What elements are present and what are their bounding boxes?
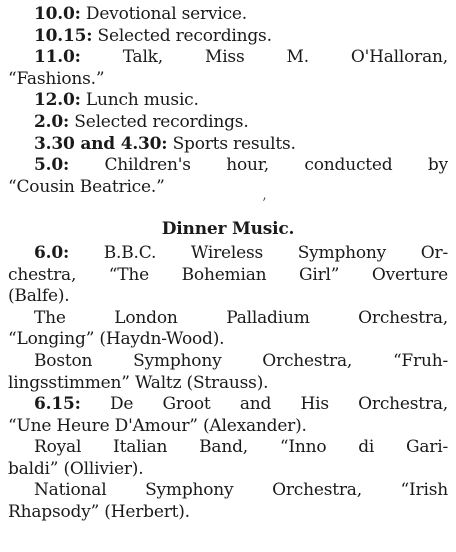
programme-line [8,155,448,177]
programme-text: Selected recordings. [69,111,249,132]
programme-line [8,134,448,156]
radio-programme-column [8,4,448,524]
programme-line [8,373,448,395]
programme-text: Selected recordings. [92,25,272,46]
programme-text: De Groot and His Orchestra, [80,394,448,415]
programme-text: The London Palladium Orchestra, [34,307,448,328]
programme-time: 10.15: [34,25,93,46]
programme-time: 11.0: [34,47,81,68]
programme-text: Children's hour, conducted by [69,155,448,176]
programme-line [8,394,448,416]
programme-line [8,329,448,351]
programme-text: National Symphony Orchestra, “Irish [34,480,448,501]
programme-line [8,177,448,199]
programme-line [8,4,448,26]
programme-text: lingsstimmen” Waltz (Strauss). [8,372,269,393]
programme-line [8,480,448,502]
programme-text: “Fashions.” [8,68,105,89]
programme-line [8,112,448,134]
programme-line [8,502,448,524]
programme-text: chestra, “The Bohemian Girl” Overture [8,264,448,285]
programme-text: Lunch music. [80,90,199,111]
programme-text: Sports results. [167,133,296,154]
programme-line [8,351,448,373]
programme-time: 5.0: [34,155,70,176]
programme-line [8,26,448,48]
programme-line [8,286,448,308]
programme-time: 3.30 and 4.30: [34,133,168,154]
programme-line [8,437,448,459]
programme-text: Devotional service. [80,4,247,24]
programme-text: Royal Italian Band, “Inno di Gari- [34,437,448,458]
programme-text: Rhapsody” (Herbert). [8,502,190,523]
programme-line [8,459,448,481]
programme-text: “Cousin Beatrice.” [8,176,165,197]
programme-time: 6.15: [34,394,81,415]
section-heading: Dinner Music. [161,219,295,240]
programme-time: 6.0: [34,242,70,263]
programme-text: “Longing” (Haydn-Wood). [8,329,225,350]
programme-time: 2.0: [34,111,70,132]
programme-time: 10.0: [34,4,81,24]
programme-line [8,416,448,438]
programme-text: Talk, Miss M. O'Halloran, [80,47,448,68]
programme-line [8,308,448,330]
programme-line [8,47,448,69]
programme-text: (Balfe). [8,286,70,307]
programme-time: 12.0: [34,90,81,111]
programme-line [8,265,448,287]
programme-line [8,90,448,112]
ink-speck-icon: ’ [262,196,267,212]
programme-text: “Une Heure D'Amour” (Alexander). [8,415,307,436]
programme-text: B.B.C. Wireless Symphony Or- [69,242,448,263]
programme-line [8,243,448,265]
programme-text: baldi” (Ollivier). [8,458,144,479]
programme-text: Boston Symphony Orchestra, “Fruh- [34,350,448,371]
programme-line [8,69,448,91]
